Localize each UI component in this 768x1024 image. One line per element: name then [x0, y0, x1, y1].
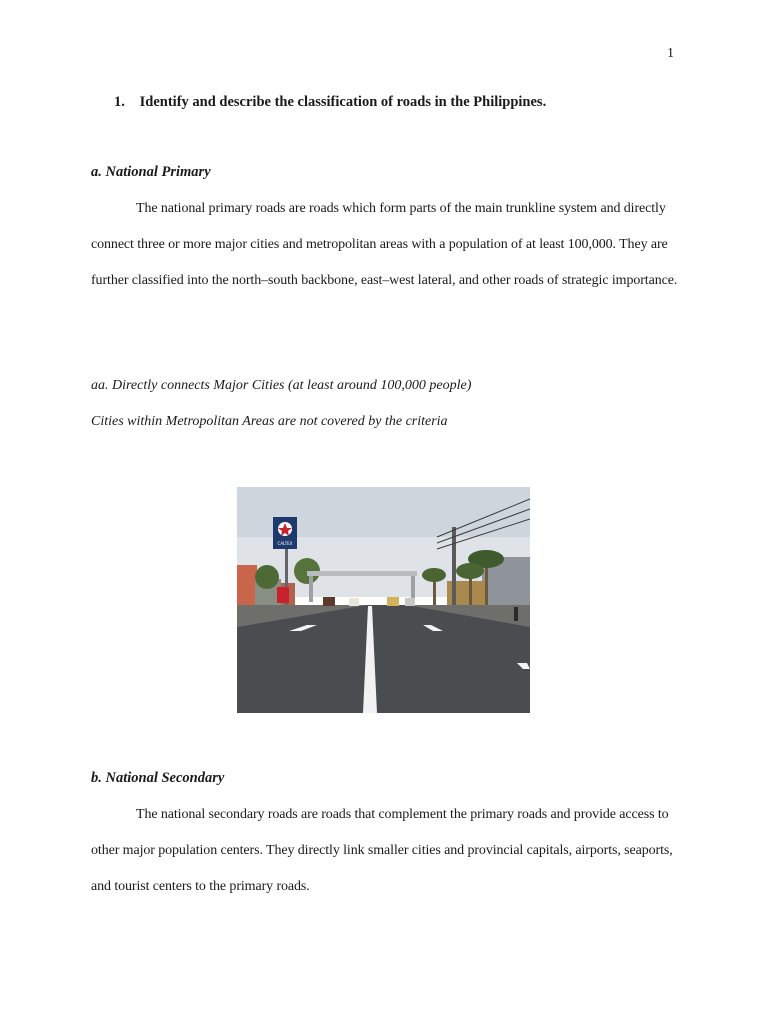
question-text: Identify and describe the classification of roads in the Philippines. — [139, 94, 547, 110]
criteria-line-1: aa. Directly connects Major Cities (at least around 100,000 people) — [91, 378, 472, 393]
road-photo-illustration — [237, 487, 530, 713]
section-a-paragraph-text: The national primary roads are roads which form parts of the main trunkline system and directly connect three or more major cities and metropolitan areas with a population of at least 100,000. They are further classified into the north–south backbone, east–west lateral, and other roads of strategic importance. — [91, 201, 678, 288]
question-heading — [114, 94, 546, 111]
page-number: 1 — [667, 46, 674, 61]
section-b-paragraph-text: The national secondary roads are roads that complement the primary roads and provide access to other major population centers. They directly link smaller cities and provincial capitals, airports, seaports, and tourist centers to the primary roads. — [91, 807, 673, 894]
photo-sign-text: CALTEX — [277, 541, 293, 546]
section-b-paragraph — [91, 797, 681, 905]
section-a-paragraph — [91, 191, 681, 299]
question-number: 1. — [114, 94, 125, 110]
section-a-heading: a. National Primary — [91, 164, 211, 180]
criteria-line-2: Cities within Metropolitan Areas are not covered by the criteria — [91, 414, 448, 429]
road-photo — [237, 487, 530, 713]
section-b-heading: b. National Secondary — [91, 770, 225, 786]
